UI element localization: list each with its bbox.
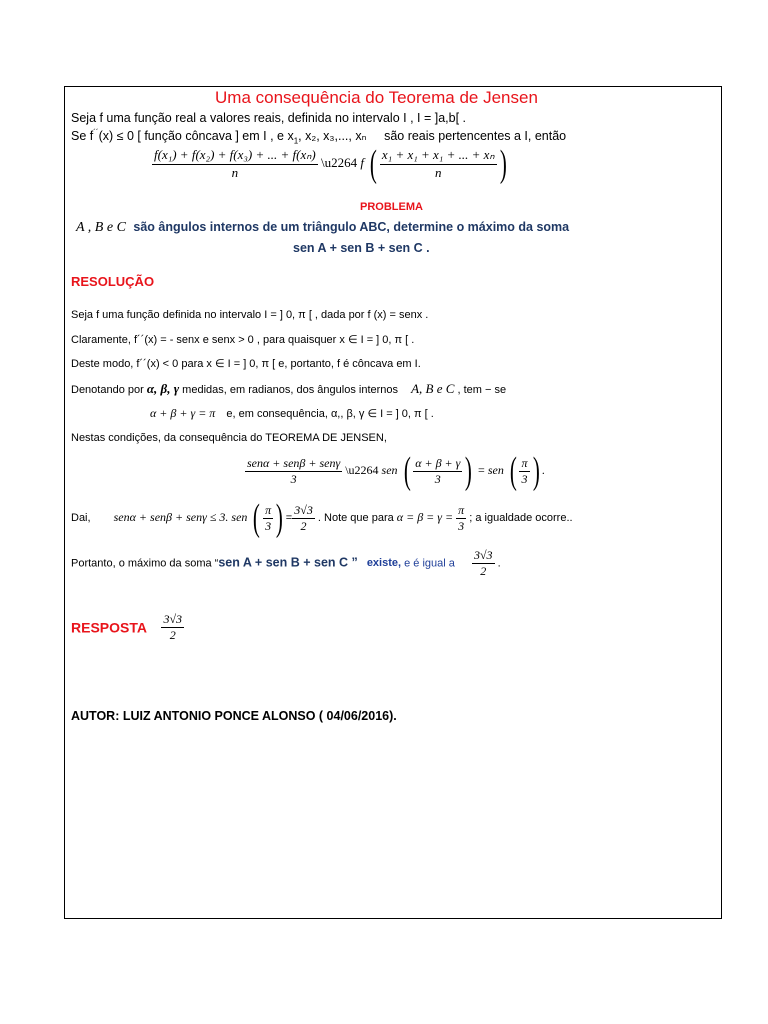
port-a: Portanto, o máximo da soma “: [71, 557, 219, 570]
document-title: Uma consequência do Teorema de Jensen: [215, 88, 538, 107]
p4-b: medidas, em radianos, dos ângulos internos: [182, 384, 399, 396]
answer-value-num: 3√3: [163, 612, 183, 626]
dai-pi-frac: [263, 503, 273, 534]
jensen-rhs-den: n: [434, 164, 442, 180]
dai-line: Dai, senα + senβ + senγ ≤ 3. sen ( $\frac{\pi}{3}$ ) = $\frac{3√3}{2}$ . Note que para α = β = γ = $\frac{\pi}{3}$ ; a igualdade ocorre..: [71, 497, 573, 539]
jensen-lhs-den: n: [231, 164, 239, 180]
dai-pi-den: 3: [265, 518, 272, 533]
port-value-num: 3√3: [473, 548, 493, 562]
resolution-p6: Nestas condições, da consequência do TEOREMA DE JENSEN,: [71, 432, 387, 444]
port-sum: sen A + sen B + sen C ”: [218, 555, 358, 570]
p4-greek: α, β, γ: [146, 381, 180, 396]
port-value: [472, 548, 495, 579]
ineq-lhs: [245, 456, 342, 487]
answer-value-den: 2: [169, 628, 176, 642]
ineq-mid-num: α + β + γ: [415, 455, 461, 470]
dai-pi-num: π: [265, 502, 272, 517]
author-line: AUTOR: LUIZ ANTONIO PONCE ALONSO ( 04/06/2016).: [71, 709, 397, 723]
answer-value: [161, 612, 184, 643]
ineq-pi: [519, 456, 529, 487]
ineq-mid-den: 3: [434, 471, 441, 486]
port-c: e é igual a: [401, 557, 455, 570]
dai-result-num: 3√3: [294, 502, 313, 517]
dai-expr: senα + senβ + senγ ≤ 3. sen: [113, 509, 248, 524]
p5-rest: e, em consequência, α,, β, γ ∈ I = ] 0, π [ .: [226, 408, 434, 420]
resolution-p5: [150, 406, 434, 421]
jensen-formula: $\frac{\text{f(x₁) + f(x₂) + f(x₃) + ... + f(xₙ)}}{n}$ \u2264 f ( $\frac{\text{x₁ + x₁ + x₁ + ... + xₙ}}{n}$ ): [154, 143, 507, 185]
intro-line-2: Se f´´(x) ≤ 0 [ função côncava ] em I , e $x_1$, x₂, x₃,..., xₙ são reais pertencentes a I, então: [71, 128, 567, 146]
resolution-p1: Seja f uma função definida no intervalo I = ] 0, π [ , dada por f (x) = senx .: [71, 309, 429, 321]
p4-a: Denotando por: [71, 384, 144, 396]
answer-block: [71, 612, 184, 643]
p4-angles: A, B e C: [411, 381, 455, 396]
dai-label: Dai,: [71, 511, 91, 524]
problem-angles: A , B e C: [76, 220, 126, 235]
intro-line-2a: Se f: [71, 129, 94, 144]
port-value-den: 2: [480, 564, 487, 578]
problem-sum: sen A + sen B + sen C .: [293, 241, 430, 255]
dai-result-den: 2: [300, 518, 307, 533]
jensen-rhs-num: x₁ + x₁ + x₁ + ... + xₙ: [380, 147, 497, 164]
p4-c: , tem − se: [457, 384, 507, 396]
jensen-lhs-fraction: [152, 147, 318, 181]
dai-eq: α = β = γ =: [396, 509, 454, 524]
resolution-p4: [71, 381, 506, 397]
jensen-lhs-num: f(x₁) + f(x₂) + f(x₃) + ... + f(xₙ): [152, 147, 318, 164]
intro-line-2c: são reais pertencentes a I, então: [384, 129, 567, 144]
ineq-lhs-den: 3: [290, 471, 297, 486]
ineq-lhs-num: senα + senβ + senγ: [247, 455, 341, 470]
dai-tail: ; a igualdade ocorre..: [469, 511, 573, 524]
resolution-p3: Deste modo, f´´(x) < 0 para x ∈ I = ] 0, π [ e, portanto, f é côncava em I.: [71, 358, 421, 370]
port-b: existe,: [366, 557, 402, 570]
jensen-inequality: $\frac{\text{senα + senβ + senγ}}{3}$ \u2264 sen ( $\frac{\alpha + \beta + \gamma}{3}$ ) = sen ( $\frac{\pi}{3}$ ) .: [247, 450, 546, 492]
portanto-line: Portanto, o máximo da soma “sen A + sen B + sen C ” existe, e é igual a $\frac{3√3}{2}$ .: [71, 548, 501, 578]
ineq-pi-den: 3: [521, 471, 528, 486]
problem-text: são ângulos internos de um triângulo ABC, determine o máximo da soma: [133, 220, 570, 234]
dai-eq-num: π: [458, 502, 465, 517]
dai-eq-den: 3: [458, 518, 465, 533]
intro-line-2b: (x) ≤ 0 [ função côncava ] em I , e x: [98, 129, 294, 144]
ineq-mid: [413, 456, 462, 487]
resolution-p2: Claramente, f´´(x) = - senx e senx > 0 , para quaisquer x ∈ I = ] 0, π [ .: [71, 334, 415, 346]
dai-note: . Note que para: [317, 511, 394, 524]
answer-label: RESPOSTA: [71, 619, 147, 636]
dai-eq-frac: [456, 503, 466, 534]
ineq-pi-num: π: [521, 455, 528, 470]
dai-result-frac: [292, 503, 315, 534]
intro-line-1: Seja f uma função real a valores reais, definida no intervalo I , I = ]a,b[ .: [71, 111, 467, 125]
p5-eq: α + β + γ = π: [150, 406, 216, 420]
problem-statement: [76, 220, 569, 236]
intro-xs: , x₂, x₃,..., xₙ: [298, 129, 367, 144]
resolution-heading: RESOLUÇÃO: [71, 274, 155, 289]
jensen-rhs-fraction: [380, 147, 497, 181]
problem-heading: PROBLEMA: [360, 201, 423, 213]
